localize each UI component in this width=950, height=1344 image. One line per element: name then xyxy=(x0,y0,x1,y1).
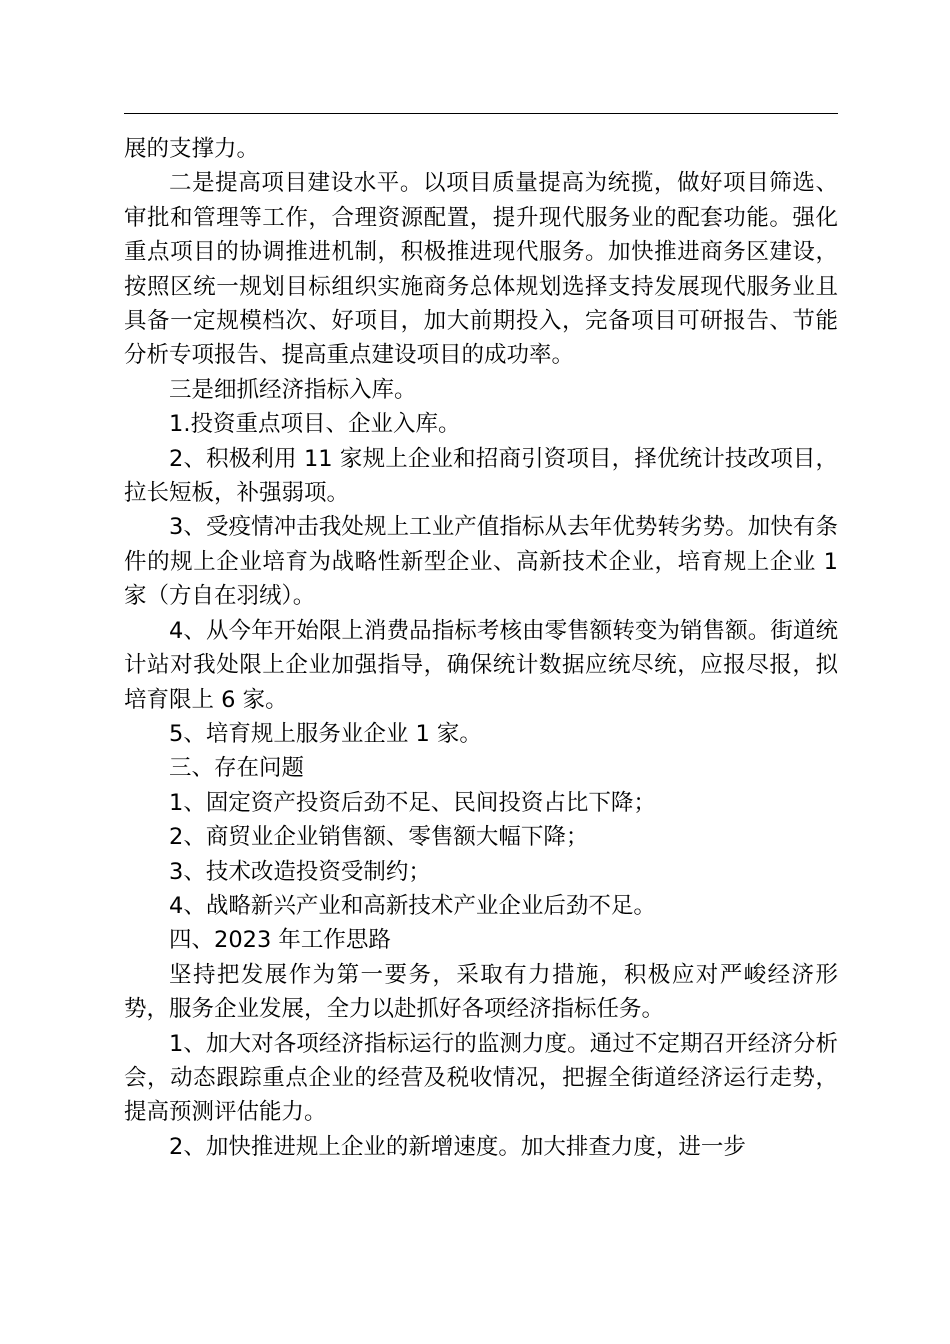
section-heading: 四、2023 年工作思路 xyxy=(169,927,391,954)
paragraph: 1.投资重点项目、企业入库。 xyxy=(169,411,461,438)
paragraph: 1、固定资产投资后劲不足、民间投资占比下降； xyxy=(169,789,656,816)
header-rule xyxy=(124,113,838,114)
paragraph: 二是提高项目建设水平。以项目质量提高为统揽，做好项目筛选、审批和管理等工作，合理资源配置，提升现代服务业的配套功能。强化重点项目的协调推进机制，积极推进现代服务。加快推进商务区建设，按照区统一规划目标组织实施商务总体规划选择支持发展现代服务业且具备一定规模档次、好项目，加大前期投入，完备项目可研报告、节能分析专项报告、提高重点建设项目的成功率。 xyxy=(124,170,838,369)
paragraph: 3、技术改造投资受制约； xyxy=(169,858,431,885)
paragraph: 1、加大对各项经济指标运行的监测力度。通过不定期召开经济分析会，动态跟踪重点企业的经营及税收情况，把握全街道经济运行走势，提高预测评估能力。 xyxy=(124,1030,838,1126)
document-body xyxy=(124,132,838,1164)
paragraph: 4、从今年开始限上消费品指标考核由零售额转变为销售额。街道统计站对我处限上企业加强指导，确保统计数据应统尽统，应报尽报，拟培育限上 6 家。 xyxy=(124,617,838,713)
paragraph: 2、积极利用 11 家规上企业和招商引资项目，择优统计技改项目，拉长短板，补强弱项。 xyxy=(124,445,838,507)
paragraph: 三是细抓经济指标入库。 xyxy=(169,376,417,403)
paragraph: 展的支撑力。 xyxy=(124,136,260,162)
paragraph: 2、加快推进规上企业的新增速度。加大排查力度，进一步 xyxy=(169,1133,746,1160)
section-heading: 三、存在问题 xyxy=(169,755,305,782)
paragraph: 3、受疫情冲击我处规上工业产值指标从去年优势转劣势。加快有条件的规上企业培育为战略性新型企业、高新技术企业，培育规上企业 1 家（方自在羽绒）。 xyxy=(124,514,838,610)
paragraph: 坚持把发展作为第一要务，采取有力措施，积极应对严峻经济形势，服务企业发展，全力以赴抓好各项经济指标任务。 xyxy=(124,961,838,1023)
paragraph: 2、商贸业企业销售额、零售额大幅下降； xyxy=(169,824,589,851)
paragraph: 5、培育规上服务业企业 1 家。 xyxy=(169,720,482,747)
paragraph: 4、战略新兴产业和高新技术产业企业后劲不足。 xyxy=(169,892,656,919)
